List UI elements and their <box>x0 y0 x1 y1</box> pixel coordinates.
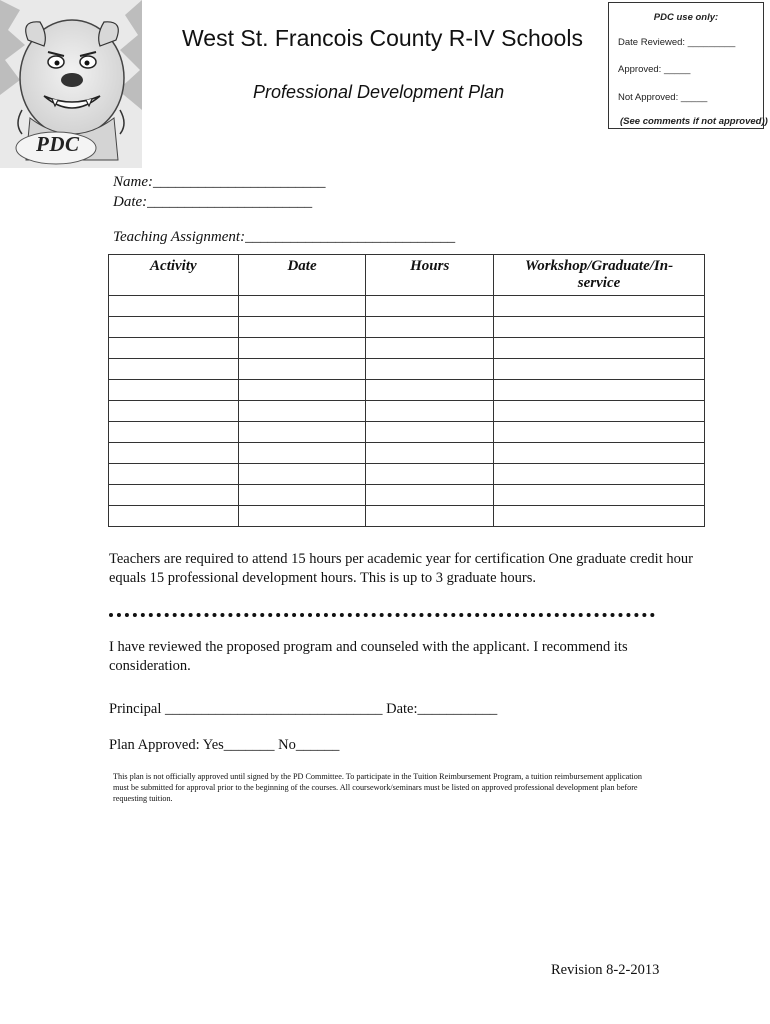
school-name-heading: West St. Francois County R-IV Schools <box>182 25 583 51</box>
table-row <box>109 338 705 359</box>
table-cell[interactable] <box>494 380 705 401</box>
dotted-divider <box>109 613 655 617</box>
table-cell[interactable] <box>238 485 366 506</box>
table-body <box>109 296 705 527</box>
table-row <box>109 317 705 338</box>
table-row <box>109 359 705 380</box>
column-header-workshop: Workshop/Graduate/In-service <box>494 255 705 296</box>
table-cell[interactable] <box>238 338 366 359</box>
table-cell[interactable] <box>238 422 366 443</box>
table-cell[interactable] <box>494 338 705 359</box>
table-cell[interactable] <box>238 359 366 380</box>
requirement-paragraph: Teachers are required to attend 15 hours per academic year for certification One graduate credit hour equals 15 professional development hours. This is up to 3 graduate hours. <box>109 551 693 586</box>
table-row <box>109 380 705 401</box>
table-row <box>109 422 705 443</box>
table-cell[interactable] <box>238 464 366 485</box>
table-cell[interactable] <box>366 359 494 380</box>
table-cell[interactable] <box>494 464 705 485</box>
table-cell[interactable] <box>494 401 705 422</box>
table-cell[interactable] <box>109 464 239 485</box>
table-cell[interactable] <box>109 359 239 380</box>
table-cell[interactable] <box>494 359 705 380</box>
not-approved-field[interactable]: Not Approved: _____ <box>618 92 708 103</box>
table-cell[interactable] <box>109 296 239 317</box>
table-cell[interactable] <box>366 422 494 443</box>
table-cell[interactable] <box>109 485 239 506</box>
table-cell[interactable] <box>494 485 705 506</box>
plan-title: Professional Development Plan <box>253 82 505 102</box>
table-cell[interactable] <box>366 506 494 527</box>
table-cell[interactable] <box>494 443 705 464</box>
name-field[interactable]: Name:_______________________ <box>113 174 326 190</box>
table-cell[interactable] <box>238 401 366 422</box>
date-field[interactable]: Date:______________________ <box>113 194 313 210</box>
table-cell[interactable] <box>494 296 705 317</box>
comments-note: (See comments if not approved)) <box>620 116 768 127</box>
table-cell[interactable] <box>366 485 494 506</box>
table-cell[interactable] <box>494 506 705 527</box>
table-cell[interactable] <box>109 380 239 401</box>
pdc-bulldog-logo <box>0 0 142 168</box>
column-header-activity: Activity <box>109 255 239 296</box>
table-cell[interactable] <box>494 317 705 338</box>
table-cell[interactable] <box>366 380 494 401</box>
table-cell[interactable] <box>366 401 494 422</box>
table-header-row <box>109 255 705 296</box>
column-header-hours: Hours <box>366 255 494 296</box>
table-row <box>109 485 705 506</box>
teaching-assignment-field[interactable]: Teaching Assignment:____________________________ <box>113 229 456 245</box>
table-row <box>109 443 705 464</box>
table-cell[interactable] <box>366 338 494 359</box>
table-cell[interactable] <box>109 401 239 422</box>
column-header-date: Date <box>238 255 366 296</box>
table-cell[interactable] <box>366 296 494 317</box>
table-cell[interactable] <box>366 443 494 464</box>
table-cell[interactable] <box>238 506 366 527</box>
logo-text: PDC <box>36 132 80 156</box>
table-cell[interactable] <box>109 317 239 338</box>
plan-approved-line[interactable]: Plan Approved: Yes_______ No______ <box>109 737 340 753</box>
table-cell[interactable] <box>238 380 366 401</box>
pdc-box-title: PDC use only: <box>653 12 719 23</box>
table-cell[interactable] <box>109 422 239 443</box>
revision-label: Revision 8-2-2013 <box>551 962 660 978</box>
table-row <box>109 464 705 485</box>
table-row <box>109 506 705 527</box>
table-cell[interactable] <box>109 443 239 464</box>
review-statement: I have reviewed the proposed program and counseled with the applicant. I recommend its consideration. <box>109 639 628 674</box>
table-cell[interactable] <box>238 296 366 317</box>
table-cell[interactable] <box>366 464 494 485</box>
pdc-use-only-box <box>608 2 768 129</box>
table-row <box>109 401 705 422</box>
table-cell[interactable] <box>238 443 366 464</box>
table-cell[interactable] <box>109 506 239 527</box>
footnote: This plan is not officially approved until signed by the PD Committee. To participate in the Tuition Reimbursement Program, a tuition reimbursement application must be submitted for approval prior to the beginning of the courses. All coursework/seminars must be listed on approved professional development plan before requesting tuition. <box>113 772 642 803</box>
date-reviewed-field[interactable]: Date Reviewed: _________ <box>618 37 736 48</box>
approved-field[interactable]: Approved: _____ <box>618 64 691 75</box>
table-cell[interactable] <box>109 338 239 359</box>
table-cell[interactable] <box>494 422 705 443</box>
activity-table <box>108 254 705 527</box>
principal-signature-line[interactable]: Principal ______________________________ Date:___________ <box>109 701 498 717</box>
table-cell[interactable] <box>366 317 494 338</box>
table-row <box>109 296 705 317</box>
table-cell[interactable] <box>238 317 366 338</box>
